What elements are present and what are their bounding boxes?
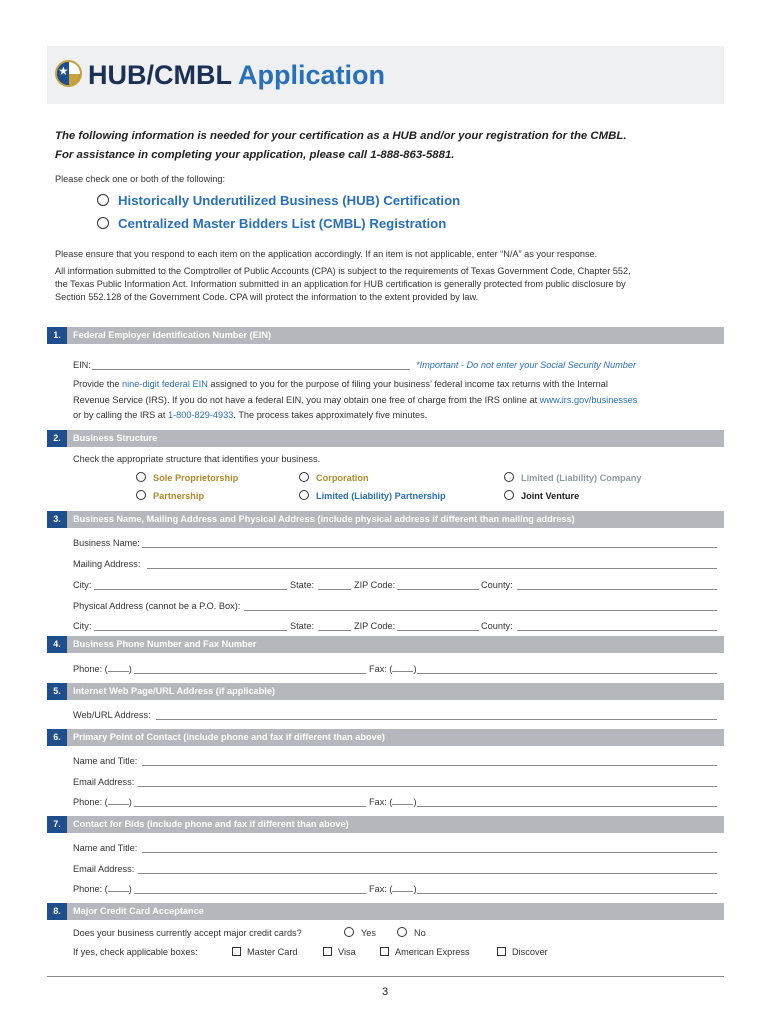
intro-line2: For assistance in completing your application, please call 1-888-863-5881. — [55, 149, 455, 161]
phone-input[interactable] — [134, 673, 366, 674]
no-radio[interactable] — [397, 927, 407, 937]
section-title: Business Name, Mailing Address and Physical Address (include physical address if different than mailing address) — [73, 514, 575, 524]
title-app: Application — [238, 60, 385, 90]
zip-input[interactable] — [397, 589, 479, 590]
bids-phone-input[interactable] — [134, 893, 366, 894]
credit-card-question: Does your business currently accept major credit cards? — [73, 928, 302, 938]
fax-text: Fax: ( — [369, 797, 393, 807]
discover-option[interactable] — [497, 946, 548, 958]
fax-text: Fax: ( — [369, 664, 393, 674]
name-title-label: Name and Title: — [73, 843, 138, 853]
notice-p1: Please ensure that you respond to each item on the application accordingly. If an item is not applicable, enter “N/A” as your response. — [55, 249, 598, 259]
email-label: Email Address: — [73, 864, 135, 874]
ein-help-text3: or by calling the IRS at — [73, 410, 168, 420]
radio[interactable] — [299, 490, 309, 500]
fax-input[interactable] — [417, 673, 717, 674]
radio[interactable] — [504, 490, 514, 500]
section-title: Major Credit Card Acceptance — [73, 906, 204, 916]
hub-radio[interactable] — [97, 194, 109, 206]
yes-radio[interactable] — [344, 927, 354, 937]
section-title: Federal Employer Identification Number (EIN) — [73, 330, 272, 340]
notice-p2-l2: the Texas Public Information Act. Information submitted in an application for HUB certification is generally protected from public disclosure by — [55, 279, 626, 289]
phone-text: Phone: ( — [73, 664, 108, 674]
county-input[interactable] — [517, 589, 717, 590]
no-label: No — [414, 928, 426, 938]
option-label: Master Card — [247, 947, 298, 957]
radio[interactable] — [504, 472, 514, 482]
phone-text: Phone: ( — [73, 797, 108, 807]
section-number: 6. — [47, 729, 67, 746]
intro-text — [55, 127, 626, 165]
llp-option[interactable] — [299, 490, 446, 502]
section-number: 3. — [47, 511, 67, 528]
option-label: Sole Proprietorship — [153, 473, 239, 483]
radio[interactable] — [299, 472, 309, 482]
name-title-label: Name and Title: — [73, 756, 138, 766]
section-1-header — [47, 327, 724, 344]
section-number: 7. — [47, 816, 67, 833]
primary-phone-input[interactable] — [134, 806, 366, 807]
american-express-option[interactable] — [380, 946, 470, 958]
page-number: 3 — [381, 986, 389, 998]
ein-help-line3 — [73, 409, 427, 421]
ein-help-text-end: assigned to you for the purpose of filing your business’ federal income tax returns with the Internal — [207, 379, 608, 389]
section-2-header — [47, 430, 724, 447]
phone-label: Phone: ( ) — [73, 884, 132, 894]
state-label: State: — [290, 621, 315, 631]
option-label: Limited (Liability) Partnership — [316, 491, 446, 501]
city-label: City: — [73, 580, 92, 590]
texas-comptroller-logo-icon: ★ — [55, 60, 82, 87]
cmbl-option[interactable] — [97, 216, 446, 231]
physical-city-input[interactable] — [94, 630, 287, 631]
joint-venture-option[interactable] — [504, 490, 579, 502]
cmbl-option-label: Centralized Master Bidders List (CMBL) Registration — [118, 216, 447, 231]
section-title: Contact for Bids (include phone and fax if different than above) — [73, 819, 349, 829]
sole-proprietorship-option[interactable] — [136, 472, 238, 484]
hub-option[interactable] — [97, 193, 460, 208]
checkbox[interactable] — [323, 947, 332, 956]
city-input[interactable] — [94, 589, 287, 590]
checkbox[interactable] — [380, 947, 389, 956]
county-label: County: — [481, 580, 513, 590]
section-title: Business Structure — [73, 433, 158, 443]
phone-text: Phone: ( — [73, 884, 108, 894]
bids-fax-input[interactable] — [417, 893, 717, 894]
phone-label: Phone: ( ) — [73, 664, 132, 674]
partnership-option[interactable] — [136, 490, 204, 502]
check-instruction: Please check one or both of the following: — [55, 174, 226, 184]
option-label: Discover — [512, 947, 548, 957]
section-4-header — [47, 636, 724, 653]
irs-website-link[interactable]: www.irs.gov/businesses — [539, 395, 638, 405]
checkbox[interactable] — [497, 947, 506, 956]
web-url-input[interactable] — [156, 719, 717, 720]
physical-address-input[interactable] — [244, 610, 717, 611]
if-yes-label: If yes, check applicable boxes: — [73, 947, 198, 957]
physical-county-input[interactable] — [517, 630, 717, 631]
primary-name-input[interactable] — [142, 765, 717, 766]
section-number: 1. — [47, 327, 67, 344]
ein-help-text3-end: . The process takes approximately five minutes. — [233, 410, 428, 420]
section-5-header — [47, 683, 724, 700]
ein-help-line1 — [73, 378, 608, 390]
ein-important-note: *Important - Do not enter your Social Security Number — [416, 360, 637, 370]
primary-email-input[interactable] — [138, 786, 717, 787]
section-number: 2. — [47, 430, 67, 447]
section-number: 5. — [47, 683, 67, 700]
ein-link[interactable]: nine-digit federal EIN — [122, 379, 208, 389]
radio[interactable] — [136, 472, 146, 482]
notice-p2-l3: Section 552.128 of the Government Code. CPA will protect the information to the extent provided by law. — [55, 292, 479, 302]
structure-instruction: Check the appropriate structure that identifies your business. — [73, 454, 321, 464]
mailing-address-label: Mailing Address: — [73, 559, 141, 569]
cmbl-radio[interactable] — [97, 217, 109, 229]
ein-help-line2 — [73, 394, 637, 406]
physical-zip-input[interactable] — [397, 630, 479, 631]
title-main: HUB/CMBL — [88, 60, 232, 90]
section-7-header — [47, 816, 724, 833]
notice-p2-l1: All information submitted to the Comptroller of Public Accounts (CPA) is subject to the requirements of Texas Government Code, Chapter 552, — [55, 266, 631, 276]
phone-label: Phone: ( ) — [73, 797, 132, 807]
section-3-header — [47, 511, 724, 528]
bids-email-input[interactable] — [138, 873, 717, 874]
intro-line1: The following information is needed for your certification as a HUB and/or your registration for the CMBL. — [55, 130, 627, 142]
fax-label: Fax: ( ) — [369, 884, 417, 894]
option-label: Partnership — [153, 491, 205, 501]
bids-name-input[interactable] — [142, 852, 717, 853]
ein-help-text: Provide the — [73, 379, 123, 389]
section-title: Internet Web Page/URL Address (if applicable) — [73, 686, 275, 696]
business-name-label: Business Name: — [73, 538, 140, 548]
fax-text: Fax: ( — [369, 884, 393, 894]
ein-help-text2: Revenue Service (IRS). If you do not have a federal EIN, you may obtain one free of charge from the IRS online at — [73, 395, 540, 405]
visa-option[interactable] — [323, 946, 356, 958]
irs-phone-link[interactable]: 1-800-829-4933 — [167, 410, 234, 420]
state-label: State: — [290, 580, 315, 590]
fax-label: Fax: ( ) — [369, 797, 417, 807]
zip-label: ZIP Code: — [354, 580, 396, 590]
section-number: 8. — [47, 903, 67, 920]
ein-input[interactable] — [92, 369, 410, 370]
no-option[interactable] — [397, 927, 426, 939]
state-input[interactable] — [318, 589, 351, 590]
master-card-option[interactable] — [232, 946, 298, 958]
zip-label: ZIP Code: — [354, 621, 396, 631]
county-label: County: — [481, 621, 513, 631]
section-6-header — [47, 729, 724, 746]
option-label: Visa — [338, 947, 356, 957]
physical-address-label: Physical Address (cannot be a P.O. Box): — [73, 601, 241, 611]
llc-option[interactable] — [504, 472, 641, 484]
web-url-label: Web/URL Address: — [73, 710, 151, 720]
page-title — [88, 58, 385, 92]
option-label: Joint Venture — [521, 491, 580, 501]
email-label: Email Address: — [73, 777, 135, 787]
radio[interactable] — [136, 490, 146, 500]
corporation-option[interactable] — [299, 472, 369, 484]
yes-option[interactable] — [344, 927, 376, 939]
ein-label: EIN: — [73, 360, 91, 370]
section-8-header — [47, 903, 724, 920]
footer-divider — [47, 976, 724, 977]
option-label: Corporation — [316, 473, 369, 483]
checkbox[interactable] — [232, 947, 241, 956]
mailing-address-input[interactable] — [147, 568, 717, 569]
section-title: Business Phone Number and Fax Number — [73, 639, 257, 649]
fax-label: Fax: ( ) — [369, 664, 417, 674]
yes-label: Yes — [361, 928, 376, 938]
option-label: Limited (Liability) Company — [521, 473, 642, 483]
hub-option-label: Historically Underutilized Business (HUB) Certification — [118, 193, 461, 208]
section-number: 4. — [47, 636, 67, 653]
primary-fax-input[interactable] — [417, 806, 717, 807]
option-label: American Express — [395, 947, 470, 957]
section-title: Primary Point of Contact (include phone and fax if different than above) — [73, 732, 385, 742]
physical-state-input[interactable] — [318, 630, 351, 631]
city-label: City: — [73, 621, 92, 631]
business-name-input[interactable] — [142, 547, 717, 548]
